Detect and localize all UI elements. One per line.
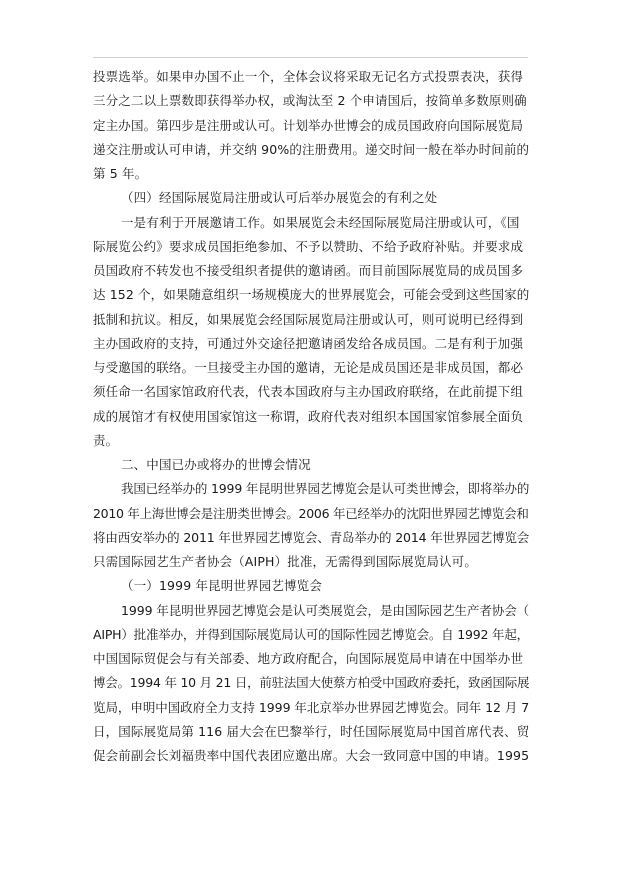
text-line: 主办国政府的支持，可通过外交途径把邀请函发给各成员国。二是有利于加强 xyxy=(93,335,524,351)
text-line: 抵制和抗议。相反，如果展览会经国际展览局注册或认可，则可说明已经得到 xyxy=(93,311,524,327)
header-rule xyxy=(93,57,528,58)
text-line: 员国政府不转发也不接受组织者提供的邀请函。而目前国际展览局的成员国多 xyxy=(93,263,524,278)
text-line: 2010 年上海世博会是注册类世博会。2006 年已经举办的沈阳世界园艺博览会和 xyxy=(93,505,529,521)
text-line: 第 5 年。 xyxy=(93,166,148,181)
text-line: 一是有利于开展邀请工作。如果展览会未经国际展览局注册或认可，《国 xyxy=(121,214,520,230)
text-line: 达 152 个，如果随意组织一场规模庞大的世界展览会，可能会受到这些国家的 xyxy=(93,287,529,303)
text-line: 促会前副会长刘福贵率中国代表团应邀出席。大会一致同意中国的申请。1995 xyxy=(93,748,529,763)
text-line: 1999 年昆明世界园艺博览会是认可类展览会，是由国际园艺生产者协会（ xyxy=(121,602,529,618)
text-line: （一）1999 年昆明世界园艺博览会 xyxy=(121,578,322,594)
text-line: 责。 xyxy=(93,432,119,448)
text-line: 我国已经举办的 1999 年昆明世界园艺博览会是认可类世博会，即将举办的 xyxy=(121,481,529,497)
text-line: 成的展馆才有权使用国家馆这一称谓，政府代表对组织本国国家馆参展全面负 xyxy=(93,408,524,424)
text-line: 博会。1994 年 10 月 21 日，前驻法国大使蔡方柏受中国政府委托，致函国际展 xyxy=(93,675,529,691)
text-line: 只需国际园艺生产者协会（AIPH）批准，无需得到国际展览局认可。 xyxy=(93,554,477,569)
text-line: 递交注册或认可申请，并交纳 90%的注册费用。递交时间一般在举办时间前的 xyxy=(93,141,529,157)
text-line: 二、中国已办或将办的世博会情况 xyxy=(121,457,311,472)
text-line: AIPH）批准举办，并得到国际展览局认可的国际性园艺博览会。自 1992 年起， xyxy=(93,626,529,642)
text-line: 览局，申明中国政府全力支持 1999 年北京举办世界园艺博览会。同年 12 月 7 xyxy=(93,699,529,715)
text-line: 中国国际贸促会与有关部委、地方政府配合，向国际展览局申请在中国举办世 xyxy=(93,651,524,666)
document-body xyxy=(93,65,529,768)
text-line: 三分之二以上票数即获得举办权，或淘汰至 2 个申请国后，按简单多数原则确 xyxy=(93,93,527,109)
text-line: 日，国际展览局第 116 届大会在巴黎举行，时任国际展览局中国首席代表、贸 xyxy=(93,723,529,739)
text-line: 与受邀国的联络。一旦接受主办国的邀请，无论是成员国还是非成员国，都必 xyxy=(93,360,524,375)
text-line: 须任命一名国家馆政府代表，代表本国政府与主办国政府联络，在此前提下组 xyxy=(93,384,524,400)
text-line: 投票选举。如果申办国不止一个，全体会议将采取无记名方式投票表决，获得 xyxy=(93,69,524,84)
text-line: 际展览公约》要求成员国拒绝参加、不予以赞助、不给予政府补贴。并要求成 xyxy=(93,238,524,254)
text-line: 将由西安举办的 2011 年世界园艺博览会、青岛举办的 2014 年世界园艺博览会 xyxy=(93,529,529,545)
text-line: 定主办国。第四步是注册或认可。计划举办世博会的成员国政府向国际展览局 xyxy=(93,117,524,133)
text-line: （四）经国际展览局注册或认可后举办展览会的有利之处 xyxy=(121,190,438,206)
